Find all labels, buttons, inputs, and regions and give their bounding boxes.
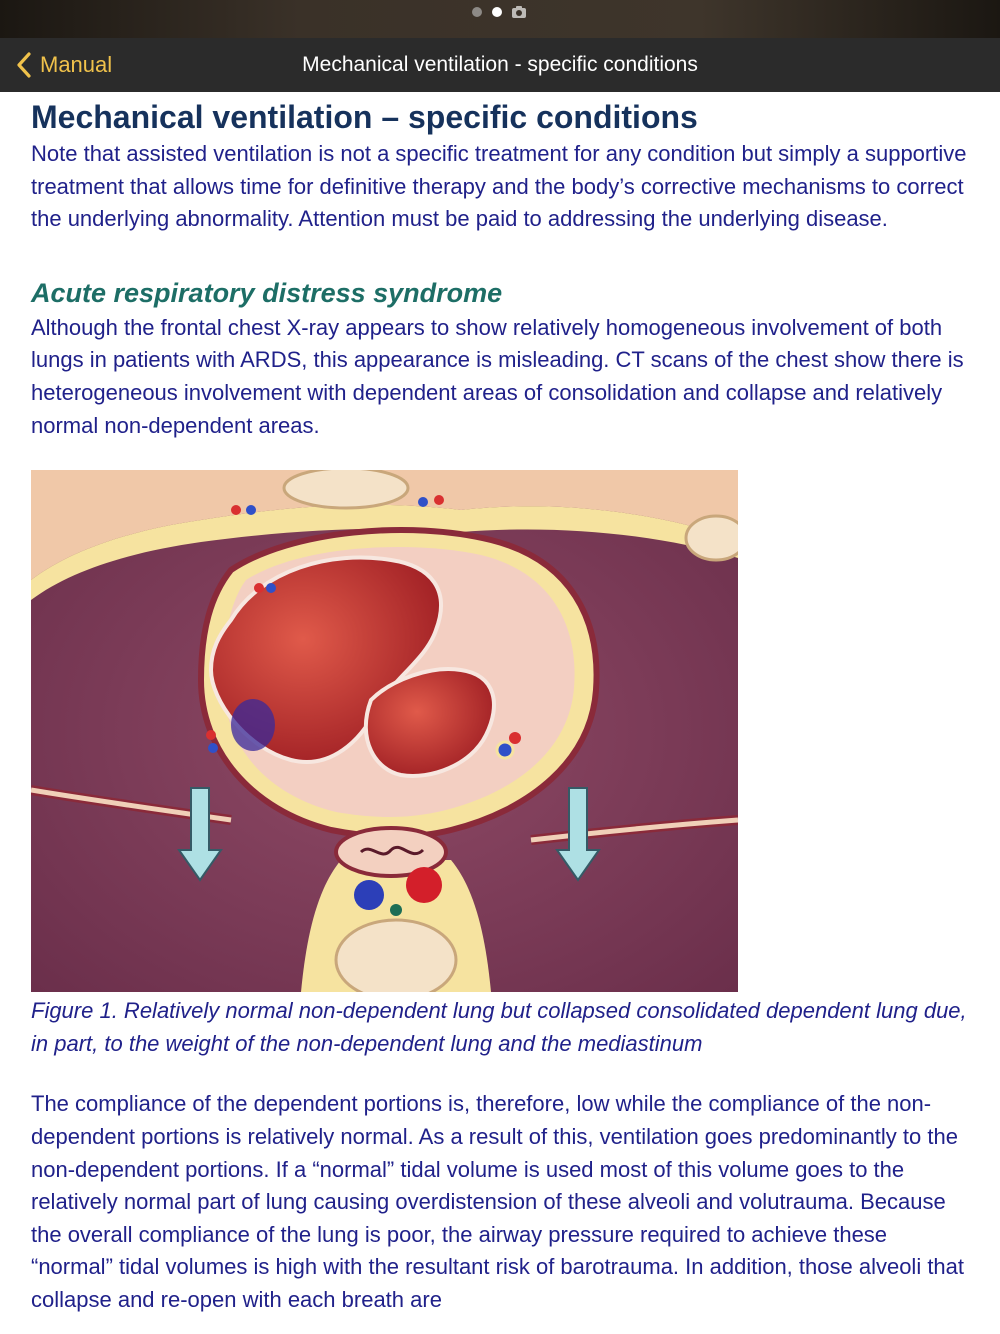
page-indicator	[472, 6, 526, 18]
page-title: Mechanical ventilation – specific conditions	[31, 99, 698, 135]
chest-cross-section-illustration	[31, 470, 738, 992]
back-button[interactable]	[14, 46, 112, 84]
ards-figure	[31, 470, 738, 992]
back-label: Manual	[40, 52, 113, 77]
section-paragraph: Although the frontal chest X-ray appears to show relatively homogeneous involvement of both lungs in patients with ARDS, this appearance is misleading. CT scans of the chest show there is heterogeneous involvement with dependent areas of consolidation and collapse and relatively normal non-dependent areas.	[31, 314, 964, 438]
section-title: Acute respiratory distress syndrome	[31, 277, 503, 308]
compliance-paragraph: The compliance of the dependent portions is, therefore, low while the compliance of the non-dependent portions is relatively normal. As a result of this, ventilation goes predominantly to the non-dependent portions. If a “normal” tidal volume is used most of this volume goes to the relatively normal part of lung causing overdistension of these alveoli and volutrauma. Because the overall compliance of the lung is poor, the airway pressure required to achieve these “normal” tidal volumes is high with the resultant risk of barotrauma. In addition, those alveoli that collapse and re-open with each breath are	[31, 1091, 965, 1312]
nav-title: Mechanical ventilation - specific conditions	[302, 53, 698, 76]
page-dot-active	[492, 7, 502, 17]
chevron-left-icon	[14, 51, 34, 79]
article	[31, 92, 971, 1317]
status-bar	[0, 0, 1000, 38]
navigation-bar	[0, 38, 1000, 92]
page-dot	[472, 7, 482, 17]
camera-icon	[512, 6, 526, 18]
intro-paragraph: Note that assisted ventilation is not a specific treatment for any condition but simply a supportive treatment that allows time for definitive therapy and the body’s corrective mechanisms to correct the underlying abnormality. Attention must be paid to addressing the underlying disease.	[31, 141, 967, 232]
figure-caption: Figure 1. Relatively normal non-dependent lung but collapsed consolidated dependent lung due, in part, to the weight of the non-dependent lung and the mediastinum	[31, 998, 967, 1056]
